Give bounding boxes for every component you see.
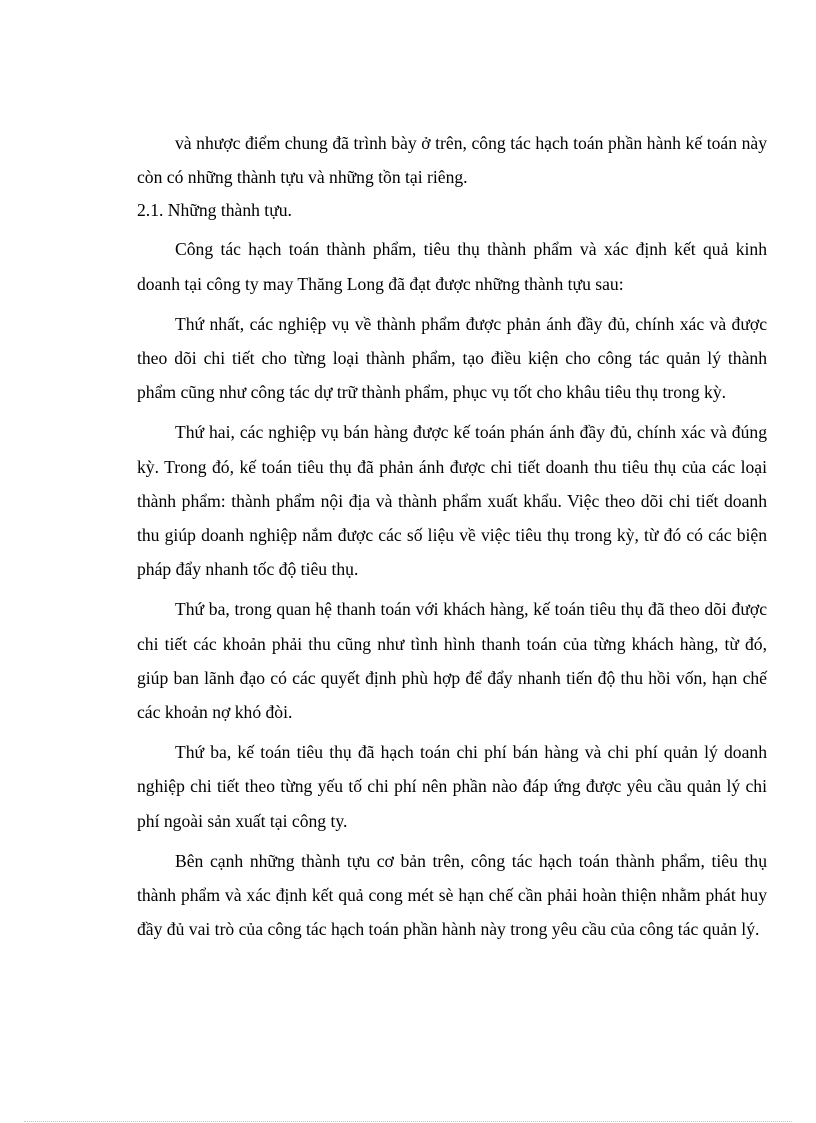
- page-bottom-divider: [24, 1121, 792, 1122]
- body-paragraph: Công tác hạch toán thành phẩm, tiêu thụ thành phẩm và xác định kết quả kinh doanh tại công ty may Thăng Long đã đạt được những thành tựu sau:: [137, 239, 767, 294]
- body-paragraph: Bên cạnh những thành tựu cơ bản trên, công tác hạch toán thành phẩm, tiêu thụ thành phẩm và xác định kết quả cong mét sè hạn chế cần phải hoàn thiện nhằm phát huy đầy đủ vai trò của công tác hạch toán phần hành này trong yêu cầu của công tác quản lý.: [137, 850, 767, 940]
- body-paragraph: Thứ hai, các nghiệp vụ bán hàng được kế toán phán ánh đầy đủ, chính xác và đúng kỳ. Trong đó, kế toán tiêu thụ đã phản ánh được chi tiết doanh thu tiêu thụ của các loại thành phẩm: thành phẩm nội địa và thành phẩm xuất khẩu. Việc theo dõi chi tiết doanh thu giúp doanh nghiệp nắm được các số liệu về việc tiêu thụ trong kỳ, từ đó có các biện pháp đẩy nhanh tốc độ tiêu thụ.: [137, 422, 767, 580]
- document-page: [137, 126, 767, 946]
- body-paragraph: Thứ ba, kế toán tiêu thụ đã hạch toán chi phí bán hàng và chi phí quản lý doanh nghiệp chi tiết theo từng yếu tố chi phí nên phần nào đáp ứng được yêu cầu quản lý chi phí ngoài sản xuất tại công ty.: [137, 742, 767, 831]
- body-paragraph: Thứ ba, trong quan hệ thanh toán với khách hàng, kế toán tiêu thụ đã theo dõi được chi tiết các khoản phải thu cũng như tình hình thanh toán của từng khách hàng, từ đó, giúp ban lãnh đạo có các quyết định phù hợp để đẩy nhanh tiến độ thu hồi vốn, hạn chế các khoản nợ khó đòi.: [137, 599, 767, 723]
- section-heading: 2.1. Những thành tựu.: [137, 200, 292, 221]
- body-paragraph: Thứ nhất, các nghiệp vụ về thành phẩm được phản ánh đầy đủ, chính xác và được theo dõi chi tiết cho từng loại thành phẩm, tạo điều kiện cho công tác quản lý thành phẩm cũng như công tác dự trữ thành phẩm, phục vụ tốt cho khâu tiêu thụ trong kỳ.: [137, 313, 767, 403]
- intro-paragraph: và nhược điểm chung đã trình bày ở trên, công tác hạch toán phần hành kế toán này còn có những thành tựu và những tồn tại riêng.: [137, 133, 767, 188]
